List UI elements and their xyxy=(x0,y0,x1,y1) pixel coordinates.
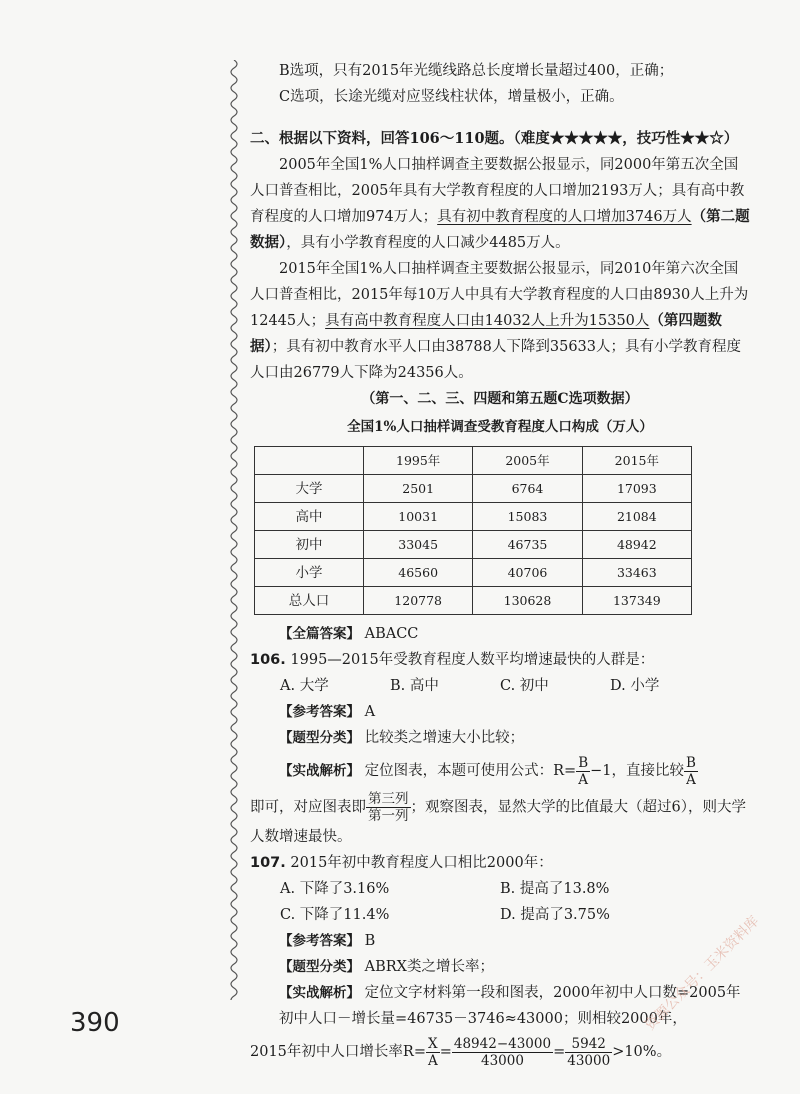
table-cell: 10031 xyxy=(364,503,473,531)
type-value: ABRX类之增长率； xyxy=(364,959,494,975)
question-106 xyxy=(250,647,750,673)
analysis-106-cont xyxy=(250,791,750,850)
option: C. 初中 xyxy=(500,678,549,694)
table-header: 2005年 xyxy=(473,447,582,475)
analysis-text: >10%。 xyxy=(612,1044,672,1060)
table-cell: 大学 xyxy=(255,475,364,503)
table-cell: 46560 xyxy=(364,559,473,587)
wavy-margin-line xyxy=(225,60,243,1000)
table-cell: 6764 xyxy=(473,475,582,503)
question-107 xyxy=(250,850,750,876)
page-number: 390 xyxy=(70,1008,120,1038)
table-cell: 48942 xyxy=(582,531,691,559)
text: 2015年全国1%人口抽样调查主要数据公报显示，同2010年第六次全国人口普查相比，2015年每10万人中具有大学教育程度的人口由8930人上升为12445人； xyxy=(250,261,749,329)
table-cell: 120778 xyxy=(364,587,473,615)
bold-note: （第二题数据） xyxy=(250,208,750,251)
fraction xyxy=(452,1036,553,1069)
text: ，具有小学教育程度的人口减少4485万人。 xyxy=(286,235,570,251)
type-106 xyxy=(250,725,750,751)
table-cell: 2501 xyxy=(364,475,473,503)
option: B. 高中 xyxy=(390,678,439,694)
numerator: 5942 xyxy=(565,1036,612,1053)
underlined-text: 具有高中教育程度人口由14032人上升为15350人 xyxy=(325,313,650,329)
answer-106 xyxy=(250,699,750,725)
numerator: B xyxy=(578,754,589,771)
underlined-text: 具有初中教育程度的人口增加3746万人 xyxy=(437,209,692,225)
option: D. 小学 xyxy=(610,678,660,694)
option: A. 下降了3.16% xyxy=(280,881,390,897)
denominator: A xyxy=(578,771,589,788)
table-cell: 40706 xyxy=(473,559,582,587)
table-header: 1995年 xyxy=(364,447,473,475)
analysis-107-formula: 2015年初中人口增长率R= $\frac{X}{A}$ = $\frac{48942-43000}{43000}$ = $\frac{5942}{43000}$ >10%。 xyxy=(250,1035,672,1069)
table-row xyxy=(255,587,692,615)
full-answer-value: ABACC xyxy=(364,626,419,642)
table-row xyxy=(255,559,692,587)
denominator: 第一列 xyxy=(368,808,409,824)
option: D. 提高了3.75% xyxy=(500,907,610,923)
text: 2005年全国1%人口抽样调查主要数据公报显示，同2000年第五次全国人口普查相比，2005年具有大学教育程度的人口增加2193万人；具有高中教育程度的人口增加974万人； xyxy=(250,157,745,225)
answer-label: 【参考答案】 xyxy=(279,704,360,720)
question-text: 2015年初中教育程度人口相比2000年： xyxy=(290,855,553,871)
full-answer-label: 【全篇答案】 xyxy=(279,626,360,642)
table-caption: 全国1%人口抽样调查受教育程度人口构成（万人） xyxy=(347,419,653,435)
type-label: 【题型分类】 xyxy=(279,730,360,746)
table-cell: 130628 xyxy=(473,587,582,615)
table-cell: 33045 xyxy=(364,531,473,559)
section-title: 二、根据以下资料，回答106～110题。（难度★★★★★，技巧性★★☆） xyxy=(250,130,739,147)
table-row xyxy=(255,531,692,559)
question-number: 107. xyxy=(250,855,286,871)
table-cell: 高中 xyxy=(255,503,364,531)
analysis-text: 即可，对应图表即 xyxy=(250,799,366,816)
full-answer xyxy=(250,621,750,647)
answer-value: B xyxy=(364,933,376,949)
material-paragraph-1 xyxy=(250,152,750,256)
numerator: 第三列 xyxy=(368,791,409,807)
analysis-text: ；观察图表，显然大学的比值最大（超过6），则大学人数增速最快。 xyxy=(250,799,746,845)
numerator: B xyxy=(685,754,696,771)
table-header-row xyxy=(255,447,692,475)
fraction xyxy=(366,791,411,824)
analysis-106 xyxy=(250,751,750,791)
analysis-text: 定位图表，本题可使用公式：R= xyxy=(364,763,577,779)
fraction xyxy=(684,755,698,788)
type-label: 【题型分类】 xyxy=(279,959,360,975)
watermark: 资源公众号：玉米资料库 xyxy=(642,913,763,1034)
denominator: A xyxy=(427,1052,438,1069)
table-cell: 17093 xyxy=(582,475,691,503)
table-cell: 小学 xyxy=(255,559,364,587)
table-cell: 46735 xyxy=(473,531,582,559)
material-paragraph-2 xyxy=(250,256,750,386)
question-text: 1995—2015年受教育程度人数平均增速最快的人群是： xyxy=(290,652,655,668)
table-header: 2015年 xyxy=(582,447,691,475)
table-cell: 总人口 xyxy=(255,587,364,615)
table-cell: 21084 xyxy=(582,503,691,531)
fraction xyxy=(565,1036,612,1069)
denominator: 43000 xyxy=(481,1052,524,1069)
fraction xyxy=(576,755,590,788)
analysis-text: 定位文字材料第一段和图表，2000年初中人口数=2005年初中人口－增长量=46735－3746≈43000；则相较2000年， xyxy=(279,985,741,1027)
text: ；具有初中教育水平人口由38788人下降到35633人；具有小学教育程度人口由26779人下降为24356人。 xyxy=(250,339,742,381)
answer-107 xyxy=(250,928,750,954)
numerator: 48942−43000 xyxy=(453,1035,552,1052)
type-value: 比较类之增速大小比较； xyxy=(364,730,525,746)
options-107 xyxy=(250,876,750,902)
answer-label: 【参考答案】 xyxy=(279,933,360,949)
table-cell: 15083 xyxy=(473,503,582,531)
table-row xyxy=(255,503,692,531)
fraction xyxy=(426,1036,440,1069)
intro-line: B选项，只有2015年光缆线路总长度增长量超过400，正确； xyxy=(279,63,674,79)
table-header xyxy=(255,447,364,475)
table-cell: 初中 xyxy=(255,531,364,559)
question-number: 106. xyxy=(250,652,286,668)
table-row xyxy=(255,475,692,503)
option: A. 大学 xyxy=(280,678,329,694)
option: B. 提高了13.8% xyxy=(500,881,610,897)
bold-note: （第四题数据） xyxy=(250,312,722,355)
option: C. 下降了11.4% xyxy=(280,907,390,923)
options-106 xyxy=(250,673,750,699)
denominator: 43000 xyxy=(567,1052,611,1069)
intro-line: C选项，长途光缆对应竖线柱状体，增量极小，正确。 xyxy=(279,89,624,105)
answer-value: A xyxy=(364,704,376,720)
analysis-text: −1，直接比较 xyxy=(590,763,684,779)
analysis-text: 2015年初中人口增长率R= xyxy=(250,1044,426,1060)
options-107 xyxy=(250,902,750,928)
table-cell: 33463 xyxy=(582,559,691,587)
page-content xyxy=(250,58,750,1072)
table-cell: 137349 xyxy=(582,587,691,615)
data-note: （第一、二、三、四题和第五题C选项数据） xyxy=(361,391,639,407)
numerator: X xyxy=(426,1036,440,1053)
analysis-label: 【实战解析】 xyxy=(279,763,360,779)
type-107 xyxy=(250,954,750,980)
education-table xyxy=(254,446,692,615)
denominator: A xyxy=(686,771,696,788)
analysis-label: 【实战解析】 xyxy=(279,985,360,1001)
